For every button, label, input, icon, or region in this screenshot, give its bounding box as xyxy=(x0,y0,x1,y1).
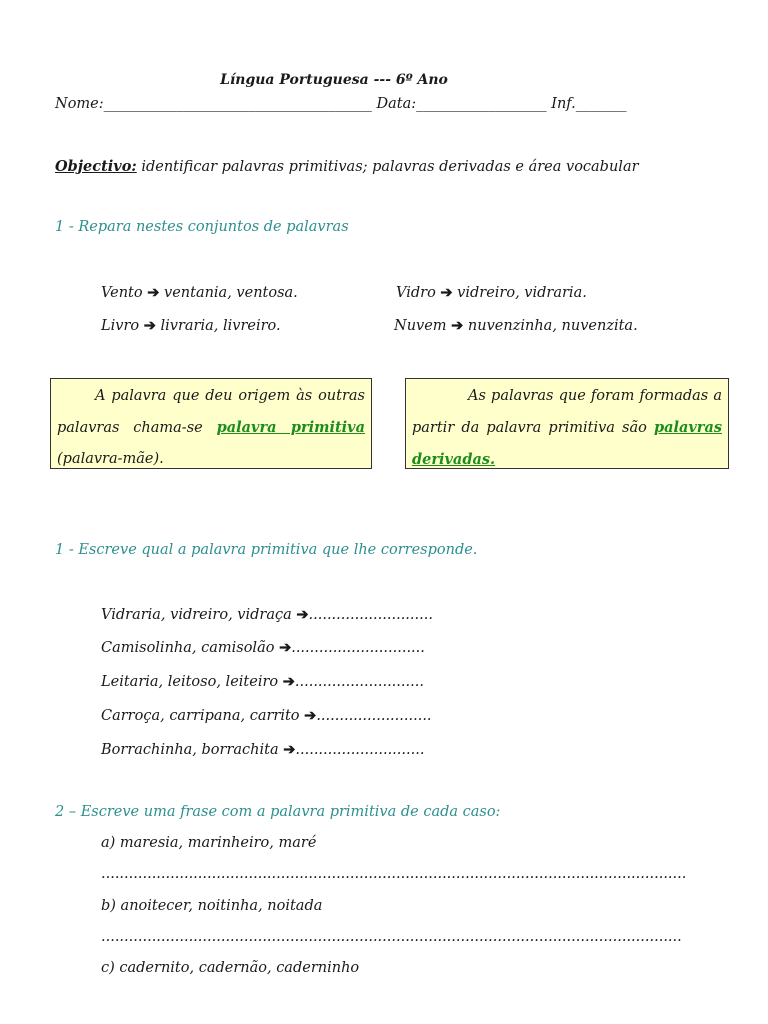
arrow-icon: ➔ xyxy=(282,673,295,690)
arrow-icon: ➔ xyxy=(451,317,464,334)
arrow-icon: ➔ xyxy=(143,317,156,334)
exercise2-item-a: a) maresia, marinheiro, maré xyxy=(101,835,317,851)
example-derived: livraria, livreiro. xyxy=(155,318,281,334)
example-word: Nuvem xyxy=(394,318,452,334)
answer-line-b[interactable]: .............................................................................................................................. xyxy=(101,929,682,945)
example-vento xyxy=(101,284,298,301)
example-livro xyxy=(101,317,281,334)
arrow-icon: ➔ xyxy=(283,741,296,758)
example-derived: ventania, ventosa. xyxy=(159,285,298,301)
box-left-text: A palavra que deu origem às outras palavras chama-se xyxy=(57,388,365,436)
name-date-line[interactable]: Nome:_____________________________________ Data:__________________ Inf._______ xyxy=(55,96,627,112)
item-words: Carroça, carripana, carrito xyxy=(101,708,305,724)
exercise1-item[interactable] xyxy=(101,673,424,690)
highlight-palavra-primitiva: palavra primitiva xyxy=(216,419,365,436)
box-derived-definition xyxy=(405,378,729,469)
objective xyxy=(55,158,639,175)
exercise2-item-c: c) cadernito, cadernão, caderninho xyxy=(101,960,360,976)
objective-text: identificar palavras primitivas; palavras derivadas e área vocabular xyxy=(136,159,639,175)
example-derived: vidreiro, vidraria. xyxy=(452,285,587,301)
answer-line-a[interactable]: ............................................................................................................................... xyxy=(101,866,687,882)
example-word: Vidro xyxy=(396,285,441,301)
arrow-icon: ➔ xyxy=(440,284,453,301)
answer-dots[interactable]: ............................ xyxy=(295,742,425,758)
arrow-icon: ➔ xyxy=(279,639,292,656)
example-word: Livro xyxy=(101,318,144,334)
highlight-palavras-derivadas: palavras derivadas. xyxy=(412,419,722,468)
exercise1-heading: 1 - Escreve qual a palavra primitiva que lhe corresponde. xyxy=(55,542,478,558)
example-word: Vento xyxy=(101,285,148,301)
exercise2-heading: 2 – Escreve uma frase com a palavra primitiva de cada caso: xyxy=(55,804,501,820)
item-words: Camisolinha, camisolão xyxy=(101,640,280,656)
example-derived: nuvenzinha, nuvenzita. xyxy=(463,318,638,334)
objective-label: Objectivo: xyxy=(55,158,137,175)
section1-heading: 1 - Repara nestes conjuntos de palavras xyxy=(55,219,349,235)
answer-dots[interactable]: ......................... xyxy=(316,708,432,724)
box-right-text: As palavras que foram formadas a partir da palavra primitiva são xyxy=(412,388,722,436)
page-title: Língua Portuguesa --- 6º Ano xyxy=(220,72,448,88)
item-words: Borrachinha, borrachita xyxy=(101,742,284,758)
exercise1-item[interactable] xyxy=(101,639,425,656)
exercise1-item[interactable] xyxy=(101,707,432,724)
example-vidro xyxy=(396,284,587,301)
exercise1-item[interactable] xyxy=(101,606,433,623)
answer-dots[interactable]: ........................... xyxy=(308,607,433,623)
exercise1-item[interactable] xyxy=(101,741,424,758)
arrow-icon: ➔ xyxy=(296,606,309,623)
answer-dots[interactable]: ............................. xyxy=(291,640,425,656)
arrow-icon: ➔ xyxy=(304,707,317,724)
box-primitive-definition xyxy=(50,378,372,469)
example-nuvem xyxy=(394,317,638,334)
item-words: Vidraria, vidreiro, vidraça xyxy=(101,607,297,623)
item-words: Leitaria, leitoso, leiteiro xyxy=(101,674,283,690)
arrow-icon: ➔ xyxy=(147,284,160,301)
exercise2-item-b: b) anoitecer, noitinha, noitada xyxy=(101,898,323,914)
answer-dots[interactable]: ............................ xyxy=(294,674,424,690)
box-left-text-after: (palavra-mãe). xyxy=(57,451,164,467)
